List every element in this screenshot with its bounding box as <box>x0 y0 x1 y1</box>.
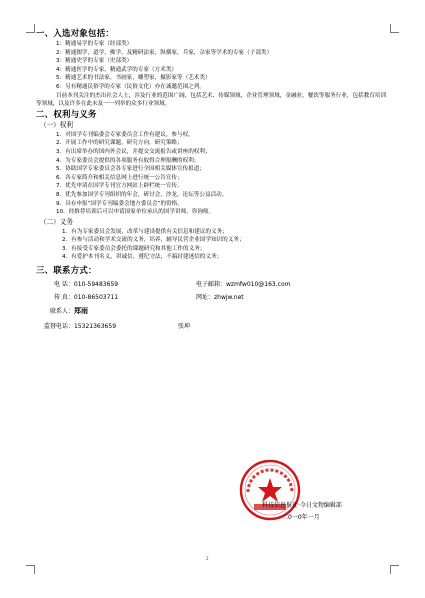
list-item: 6．各专家简介和相关信息网上进行统一公告宣传； <box>56 174 183 181</box>
mobile-value: 15321363659 <box>74 323 117 331</box>
footer-organization: 科技信息报社·今日文物编辑部 <box>262 502 342 509</box>
list-item: 8．优先参加国学专刊组织的年会，研讨会，沙龙，论坛等公益活动。 <box>56 191 228 198</box>
footer-date: 二0一0年一月 <box>282 514 320 521</box>
list-item: 10．经推荐培训后可以申请国家单位承认的国学讲师，咨询师。 <box>56 209 215 216</box>
list-item: 2．有参与活动和学术交流的义务，培养，辅导民营企业国学知识的义务； <box>62 237 245 244</box>
fax-row <box>54 292 118 301</box>
list-item: 3．有出席举办的国内外会议，并提交交流报告或讲座的权利； <box>56 148 211 155</box>
section-1-title: 一、入选对象包括： <box>36 28 115 38</box>
list-item: 3：精通史学的专家（史部类） <box>56 58 133 65</box>
section-3-title: 三、联系方式： <box>36 265 97 276</box>
list-item: 4：精通医学的专家，精通武学的专家（方术类） <box>56 66 178 73</box>
rights-list <box>36 131 391 217</box>
duties-list <box>36 228 391 262</box>
list-item: 4．为专家委员会提供的各项服务有取得合理报酬的权利； <box>56 157 200 164</box>
web-label: 网址： <box>196 294 215 302</box>
contact-block <box>36 277 391 347</box>
page-number: 2 <box>206 556 209 561</box>
contact-name: 郑雨 <box>74 307 89 316</box>
fax-value: 010-86503711 <box>73 294 119 302</box>
contact-label: 联系人： <box>50 308 75 316</box>
list-item: 1．有为专家委员会发展，改革与建设提供有关信息和建议的义务； <box>62 228 228 235</box>
list-item: 2．开展工作中的研究课题，研究方向，研究策略； <box>56 140 183 147</box>
list-item: 1．对国学专刊编委会专家委员会工作有建议，参与权。 <box>56 131 194 138</box>
email-row <box>196 279 290 288</box>
fax-label: 传 真： <box>54 294 74 302</box>
section-1-paragraph: 目前本刊关注的杰出社会人士，涉及行业的范围广阔，包括艺术、传媒领域，企业管理领域，金融业，餐饮等服务行业，包括教育培训等领域，以及许多在此未及一一列举的众多行业领域。 <box>36 92 387 108</box>
mobile-label: 监督电话： <box>44 323 75 331</box>
crop-mark-top-left <box>26 24 35 33</box>
document-body <box>36 28 391 347</box>
phone-label: 电 话： <box>54 281 74 289</box>
web-value: zhwjw.net <box>214 294 244 302</box>
section-1-list <box>36 40 391 92</box>
list-item: 2：精通儒学，道学，佛学，及精研法家，纵横家，兵家，杂家等学术的专家（子部类） <box>56 49 273 56</box>
list-item: 5：精通艺术的书法家，书画家，雕塑家，摄影家等（艺术类） <box>56 75 211 82</box>
mobile-row <box>44 321 116 330</box>
list-item: 6：另有精通民俗学的专家（民俗文化）亦在诚邀范围之列。 <box>56 83 205 90</box>
phone-row <box>54 279 118 288</box>
list-item: 4．有爱护本刊名义，讲诚信，遵纪守法，不搞封建迷信的义务； <box>62 254 223 261</box>
list-item: 7．优先申请在国学专刊官方网站上辟栏统一宣传。 <box>56 183 183 190</box>
list-item: 3．有接受专家委员会委托的课题研究和其他工作的义务； <box>62 245 206 252</box>
crop-mark-bottom-right <box>390 565 399 574</box>
duties-heading: （二）义务 <box>40 217 73 226</box>
section-2-title: 二、权利与义务 <box>36 108 97 119</box>
web-row <box>196 292 244 301</box>
list-item: 1：精通易学的专家（经部类） <box>56 41 133 47</box>
email-value: wzmfw010@163.com <box>226 281 291 289</box>
rights-heading: （一）权利 <box>40 120 73 129</box>
phone-value: 010-59483659 <box>73 281 119 289</box>
second-contact: 张坤 <box>178 323 191 331</box>
crop-mark-bottom-left <box>26 565 35 574</box>
email-label: 电子邮箱： <box>196 281 227 289</box>
list-item: 9．具有申报“国学专刊编委会地方委员会”的资格。 <box>56 200 183 207</box>
contact-row <box>50 306 88 316</box>
crop-mark-top-right <box>390 24 399 33</box>
list-item: 5．协助国学专家委员会各专家进行全国相关媒体宣传报道； <box>56 166 205 173</box>
